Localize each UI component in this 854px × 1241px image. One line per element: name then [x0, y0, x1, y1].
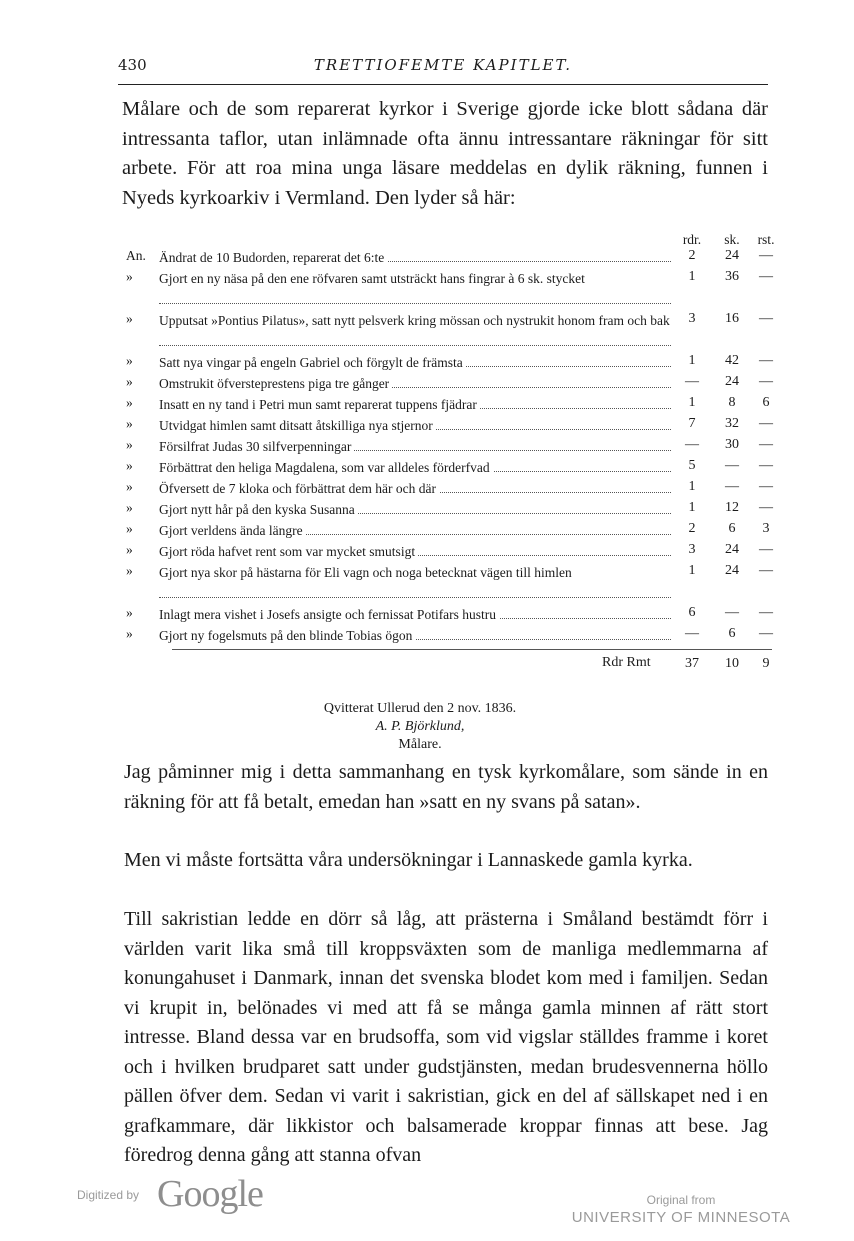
signature-block: [200, 700, 640, 754]
signer-name: A. P. Björklund,: [375, 719, 465, 734]
row-marker: »: [126, 542, 133, 557]
bill-row: [126, 435, 772, 456]
bill-row: [126, 603, 772, 624]
row-text: Gjort en ny näsa på den ene röfvaren samt utsträckt hans fingrar à 6 sk. stycket: [159, 271, 588, 286]
row-marker: »: [126, 458, 133, 473]
bill-row: [126, 393, 772, 414]
row-rdr: 2: [688, 248, 696, 263]
row-text: Försilfrat Judas 30 silfverpenningar: [159, 439, 354, 454]
running-head: [118, 56, 768, 80]
row-description: [159, 626, 679, 646]
row-marker: »: [126, 521, 133, 536]
bill-row: [126, 309, 772, 351]
page-number: 430: [118, 56, 147, 74]
row-rdr: 1: [688, 353, 696, 368]
row-rdr: 1: [688, 395, 696, 410]
row-marker: »: [126, 500, 133, 515]
row-marker: »: [126, 437, 133, 452]
row-description: [159, 353, 679, 373]
row-text: Förbättrat den heliga Magdalena, som var alldeles förderfvad: [159, 460, 493, 475]
row-description: [159, 311, 679, 331]
source-credit: [565, 1193, 797, 1226]
row-rdr: 3: [688, 542, 696, 557]
row-marker: »: [126, 374, 133, 389]
row-rst: —: [759, 458, 773, 473]
row-text: Ändrat de 10 Budorden, reparerat det 6:te: [159, 250, 387, 265]
row-sk: 24: [725, 542, 739, 557]
row-marker: »: [126, 605, 133, 620]
total-rdr: 37: [685, 656, 699, 671]
row-rst: —: [759, 374, 773, 389]
column-rdr: rdr.: [682, 232, 702, 247]
bill-row: [126, 267, 772, 309]
row-text: Gjort verldens ända längre: [159, 523, 306, 538]
row-rst: —: [759, 479, 773, 494]
row-sk: —: [725, 479, 739, 494]
dot-leader: [159, 303, 671, 304]
painter-bill: [126, 226, 775, 676]
row-rst: —: [759, 416, 773, 431]
row-rdr: 1: [688, 500, 696, 515]
row-marker: An.: [126, 248, 146, 263]
row-text: Gjort nytt hår på den kyska Susanna: [159, 502, 358, 517]
row-description: [159, 500, 679, 520]
row-rdr: —: [685, 374, 699, 389]
row-text: Gjort nya skor på hästarna för Eli vagn och noga betecknat vägen till himlen: [159, 565, 575, 580]
row-rst: —: [759, 311, 773, 326]
row-sk: 6: [728, 626, 736, 641]
row-sk: 24: [725, 563, 739, 578]
row-marker: »: [126, 395, 133, 410]
row-marker: »: [126, 311, 133, 326]
bill-row: [126, 540, 772, 561]
row-text: Gjort röda hafvet rent som var mycket smutsigt: [159, 544, 418, 559]
row-marker: »: [126, 479, 133, 494]
row-rst: —: [759, 500, 773, 515]
bill-total: [172, 649, 772, 676]
row-rst: —: [759, 269, 773, 284]
row-rdr: 1: [688, 563, 696, 578]
row-sk: —: [725, 605, 739, 620]
row-description: [159, 437, 679, 457]
row-rdr: 3: [688, 311, 696, 326]
row-description: [159, 605, 679, 625]
bill-row: [126, 498, 772, 519]
row-sk: 42: [725, 353, 739, 368]
bill-row: [126, 561, 772, 603]
row-text: Gjort ny fogelsmuts på den blinde Tobias ögon: [159, 628, 415, 643]
row-rst: —: [759, 353, 773, 368]
row-rdr: 1: [688, 479, 696, 494]
row-sk: 24: [725, 248, 739, 263]
row-sk: —: [725, 458, 739, 473]
dot-leader: [159, 597, 671, 598]
row-rst: 6: [762, 395, 770, 410]
row-marker: »: [126, 269, 133, 284]
bill-column-headers: [126, 226, 775, 247]
intro-paragraph: Målare och de som reparerat kyrkor i Sverige gjorde icke blott sådana där intressanta taflor, utan inlämnade ofta ännu intressantare räkningar för sitt arbete. För att roa mina unga läsare meddelas en dylik räkning, funnen i Nyeds kyrkoarkiv i Vermland. Den lyder så här:: [122, 98, 768, 209]
institution-name: UNIVERSITY OF MINNESOTA: [571, 1209, 791, 1226]
body-paragraph-1: Jag påminner mig i detta sammanhang en tysk kyrkomålare, som sände in en räkning för att få betalt, emedan han »satt en ny svans på satan».: [124, 761, 768, 813]
header-rule: [118, 84, 768, 85]
signer-title: Målare.: [398, 737, 442, 752]
row-rst: —: [759, 626, 773, 641]
row-marker: »: [126, 563, 133, 578]
row-rdr: 7: [688, 416, 696, 431]
row-rst: —: [759, 542, 773, 557]
row-marker: »: [126, 353, 133, 368]
bill-row: [126, 372, 772, 393]
row-description: [159, 395, 679, 415]
column-rst: rst.: [757, 232, 775, 247]
row-rst: —: [759, 248, 773, 263]
bill-row: [126, 351, 772, 372]
running-title: TRETTIOFEMTE KAPITLET.: [313, 56, 573, 74]
google-logo: Google: [157, 1173, 263, 1215]
row-sk: 12: [725, 500, 739, 515]
bill-row: [126, 624, 772, 645]
bill-row: [126, 246, 772, 267]
total-label: Rdr Rmt: [602, 655, 651, 670]
row-sk: 16: [725, 311, 739, 326]
row-rdr: 6: [688, 605, 696, 620]
row-marker: »: [126, 416, 133, 431]
row-rdr: —: [685, 626, 699, 641]
body-paragraph-3: Till sakristian ledde en dörr så låg, att prästerna i Småland bestämdt förr i världen varit lika små till kroppsväxten som de manliga medlemmarna af konungahuset i Danmark, innan det svenska blodet kom med i familjen. Sedan vi krupit in, belönades vi med att få se många gamla minnen af rätt stort intresse. Bland dessa var en brudsoffa, som vid vigslar ställdes framme i koret och i hvilken brudparet satt under gudstjänsten, medan brudesvennerna höllo pällen öfver dem. Sedan vi varit i sakristian, gick en del af sällskapet ned i en grafkammare, där likkistor och balsamerade kroppar finnas att bese. Jag föredrog denna gång att stanna ofvan: [124, 908, 768, 1166]
bill-row: [126, 456, 772, 477]
body-paragraph-2: Men vi måste fortsätta våra undersökningar i Lannaskede gamla kyrka.: [124, 849, 693, 871]
row-sk: 30: [725, 437, 739, 452]
bill-row: [126, 519, 772, 540]
row-rdr: —: [685, 437, 699, 452]
row-sk: 24: [725, 374, 739, 389]
row-description: [159, 521, 679, 541]
row-description: [159, 542, 679, 562]
row-sk: 36: [725, 269, 739, 284]
row-text: Satt nya vingar på engeln Gabriel och förgylt de främsta: [159, 355, 466, 370]
row-description: [159, 269, 679, 289]
row-description: [159, 416, 679, 436]
row-text: Upputsat »Pontius Pilatus», satt nytt pelsverk kring mössan och nystrukit honom fram och bak: [159, 313, 673, 328]
bill-row: [126, 414, 772, 435]
row-rst: —: [759, 437, 773, 452]
row-sk: 6: [728, 521, 736, 536]
receipt-line: Qvitterat Ullerud den 2 nov. 1836.: [323, 701, 517, 716]
bill-rows: [126, 246, 772, 645]
bill-row: [126, 477, 772, 498]
row-description: [159, 374, 679, 394]
row-sk: 32: [725, 416, 739, 431]
row-description: [159, 248, 679, 268]
row-text: Utvidgat himlen samt ditsatt åtskilliga nya stjernor: [159, 418, 436, 433]
row-text: Omstrukit öfversteprestens piga tre gånger: [159, 376, 392, 391]
row-rdr: 1: [688, 269, 696, 284]
total-sk: 10: [725, 656, 739, 671]
row-text: Inlagt mera vishet i Josefs ansigte och fernissat Potifars hustru: [159, 607, 499, 622]
column-sk: sk.: [724, 232, 740, 247]
dot-leader: [159, 345, 671, 346]
row-text: Öfversett de 7 kloka och förbättrat dem här och där: [159, 481, 439, 496]
total-rst: 9: [762, 656, 770, 671]
row-sk: 8: [728, 395, 736, 410]
original-from-label: Original from: [646, 1193, 716, 1207]
row-rst: —: [759, 563, 773, 578]
row-marker: »: [126, 626, 133, 641]
row-text: Insatt en ny tand i Petri mun samt reparerat tuppens fjädrar: [159, 397, 480, 412]
row-description: [159, 563, 679, 583]
row-description: [159, 479, 679, 499]
row-rdr: 2: [688, 521, 696, 536]
row-rst: —: [759, 605, 773, 620]
digitized-by-label: Digitized by: [77, 1188, 140, 1202]
row-rdr: 5: [688, 458, 696, 473]
row-rst: 3: [762, 521, 770, 536]
row-description: [159, 458, 679, 478]
